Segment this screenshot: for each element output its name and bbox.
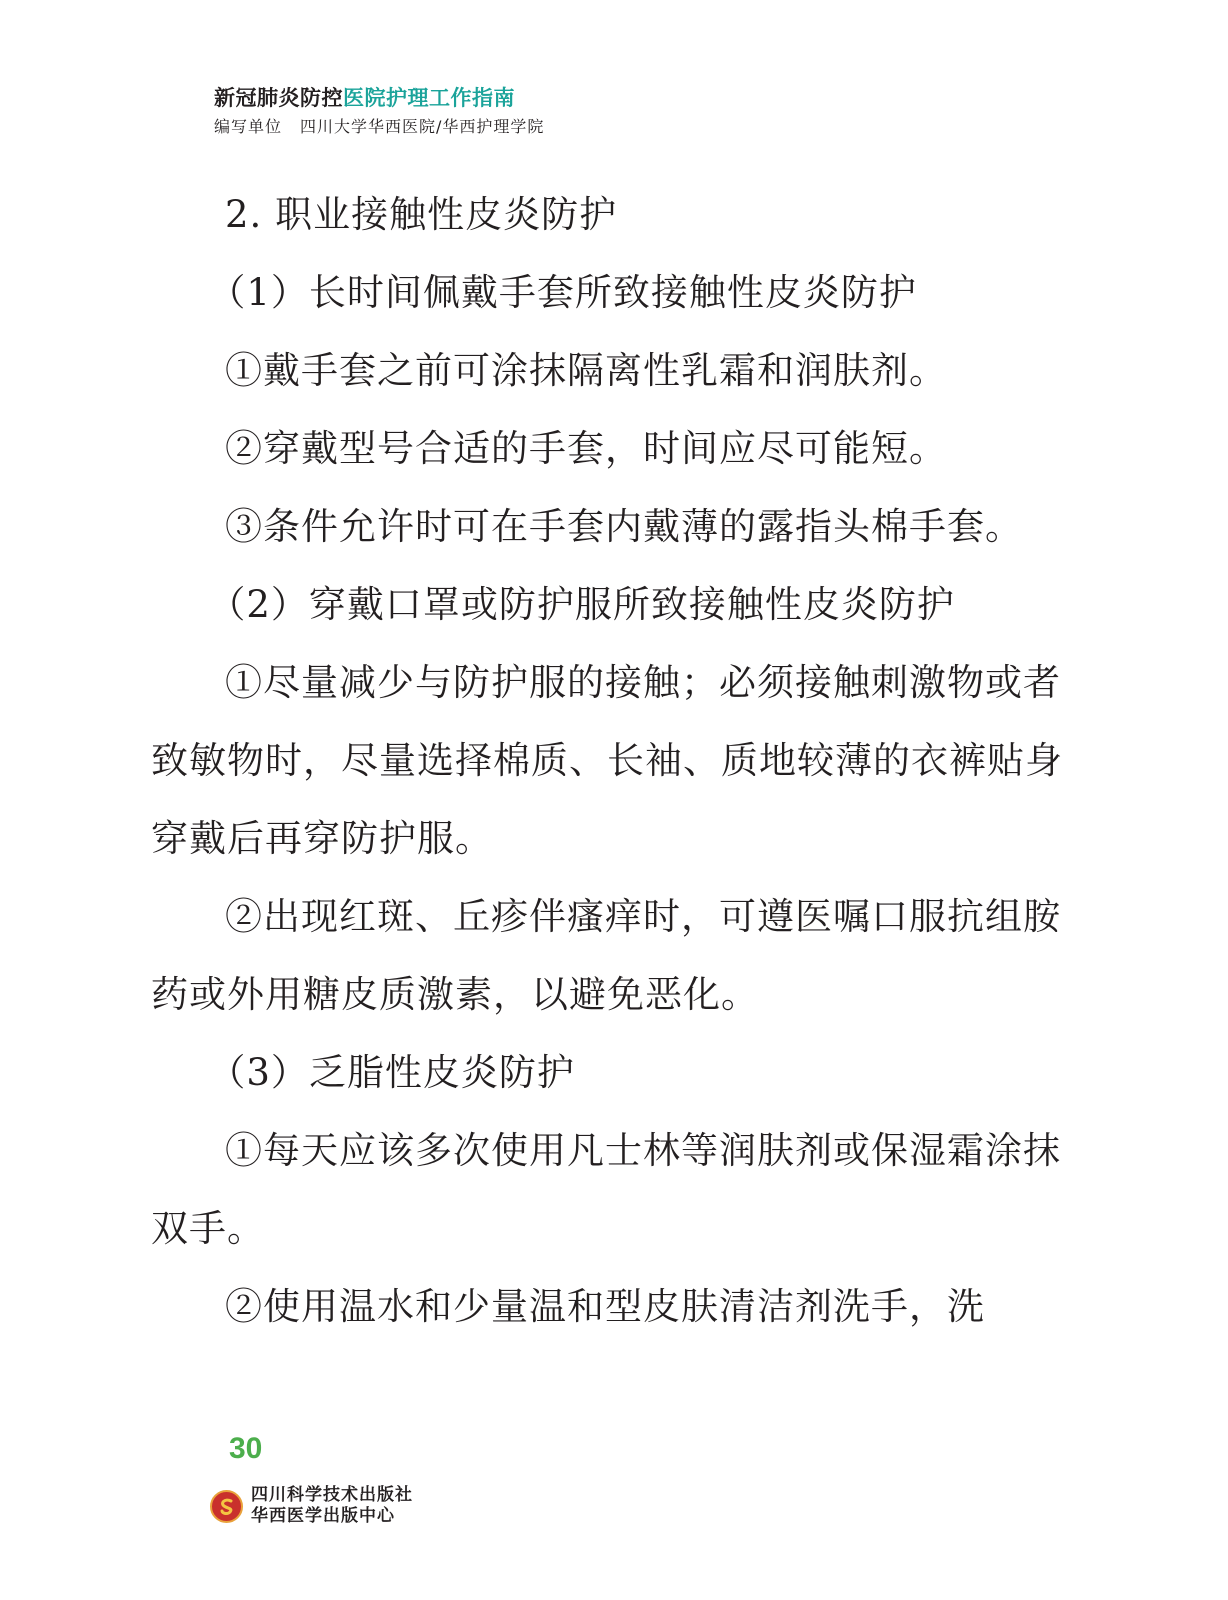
publisher-imprint xyxy=(210,1485,413,1527)
publisher-logo-icon xyxy=(210,1490,243,1523)
publisher-name: 四川科学技术出版社 xyxy=(251,1485,413,1505)
compiler-value: 四川大学华西医院/华西护理学院 xyxy=(300,117,545,136)
list-item: ②使用温水和少量温和型皮肤清洁剂洗手，洗 xyxy=(225,1285,985,1328)
book-title-accent: 医院护理工作指南 xyxy=(343,86,515,110)
book-title xyxy=(214,84,544,112)
subsection-heading: （1）长时间佩戴手套所致接触性皮炎防护 xyxy=(208,271,917,314)
publisher-center: 华西医学出版中心 xyxy=(251,1506,395,1526)
publisher-logo-glyph xyxy=(216,1495,238,1517)
book-title-prefix: 新冠肺炎防控 xyxy=(214,86,343,110)
list-item: ①每天应该多次使用凡士林等润肤剂或保湿霜涂抹双手。 xyxy=(151,1129,1061,1250)
section-heading: 2. 职业接触性皮炎防护 xyxy=(225,193,618,236)
page-number: 30 xyxy=(229,1432,263,1465)
compiler-line xyxy=(214,116,544,138)
list-item: ②穿戴型号合适的手套，时间应尽可能短。 xyxy=(225,427,947,470)
running-header xyxy=(214,84,544,138)
page-body xyxy=(151,176,1087,1346)
list-item: ③条件允许时可在手套内戴薄的露指头棉手套。 xyxy=(225,505,1023,548)
subsection-heading: （2）穿戴口罩或防护服所致接触性皮炎防护 xyxy=(208,583,955,626)
list-item: ②出现红斑、丘疹伴瘙痒时，可遵医嘱口服抗组胺药或外用糖皮质激素，以避免恶化。 xyxy=(151,895,1061,1016)
list-item: ①尽量减少与防护服的接触；必须接触刺激物或者致敏物时，尽量选择棉质、长袖、质地较薄的衣裤贴身穿戴后再穿防护服。 xyxy=(151,661,1063,860)
list-item: ①戴手套之前可涂抹隔离性乳霜和润肤剂。 xyxy=(225,349,947,392)
subsection-heading: （3）乏脂性皮炎防护 xyxy=(208,1051,575,1094)
compiler-label: 编写单位 xyxy=(214,117,283,136)
